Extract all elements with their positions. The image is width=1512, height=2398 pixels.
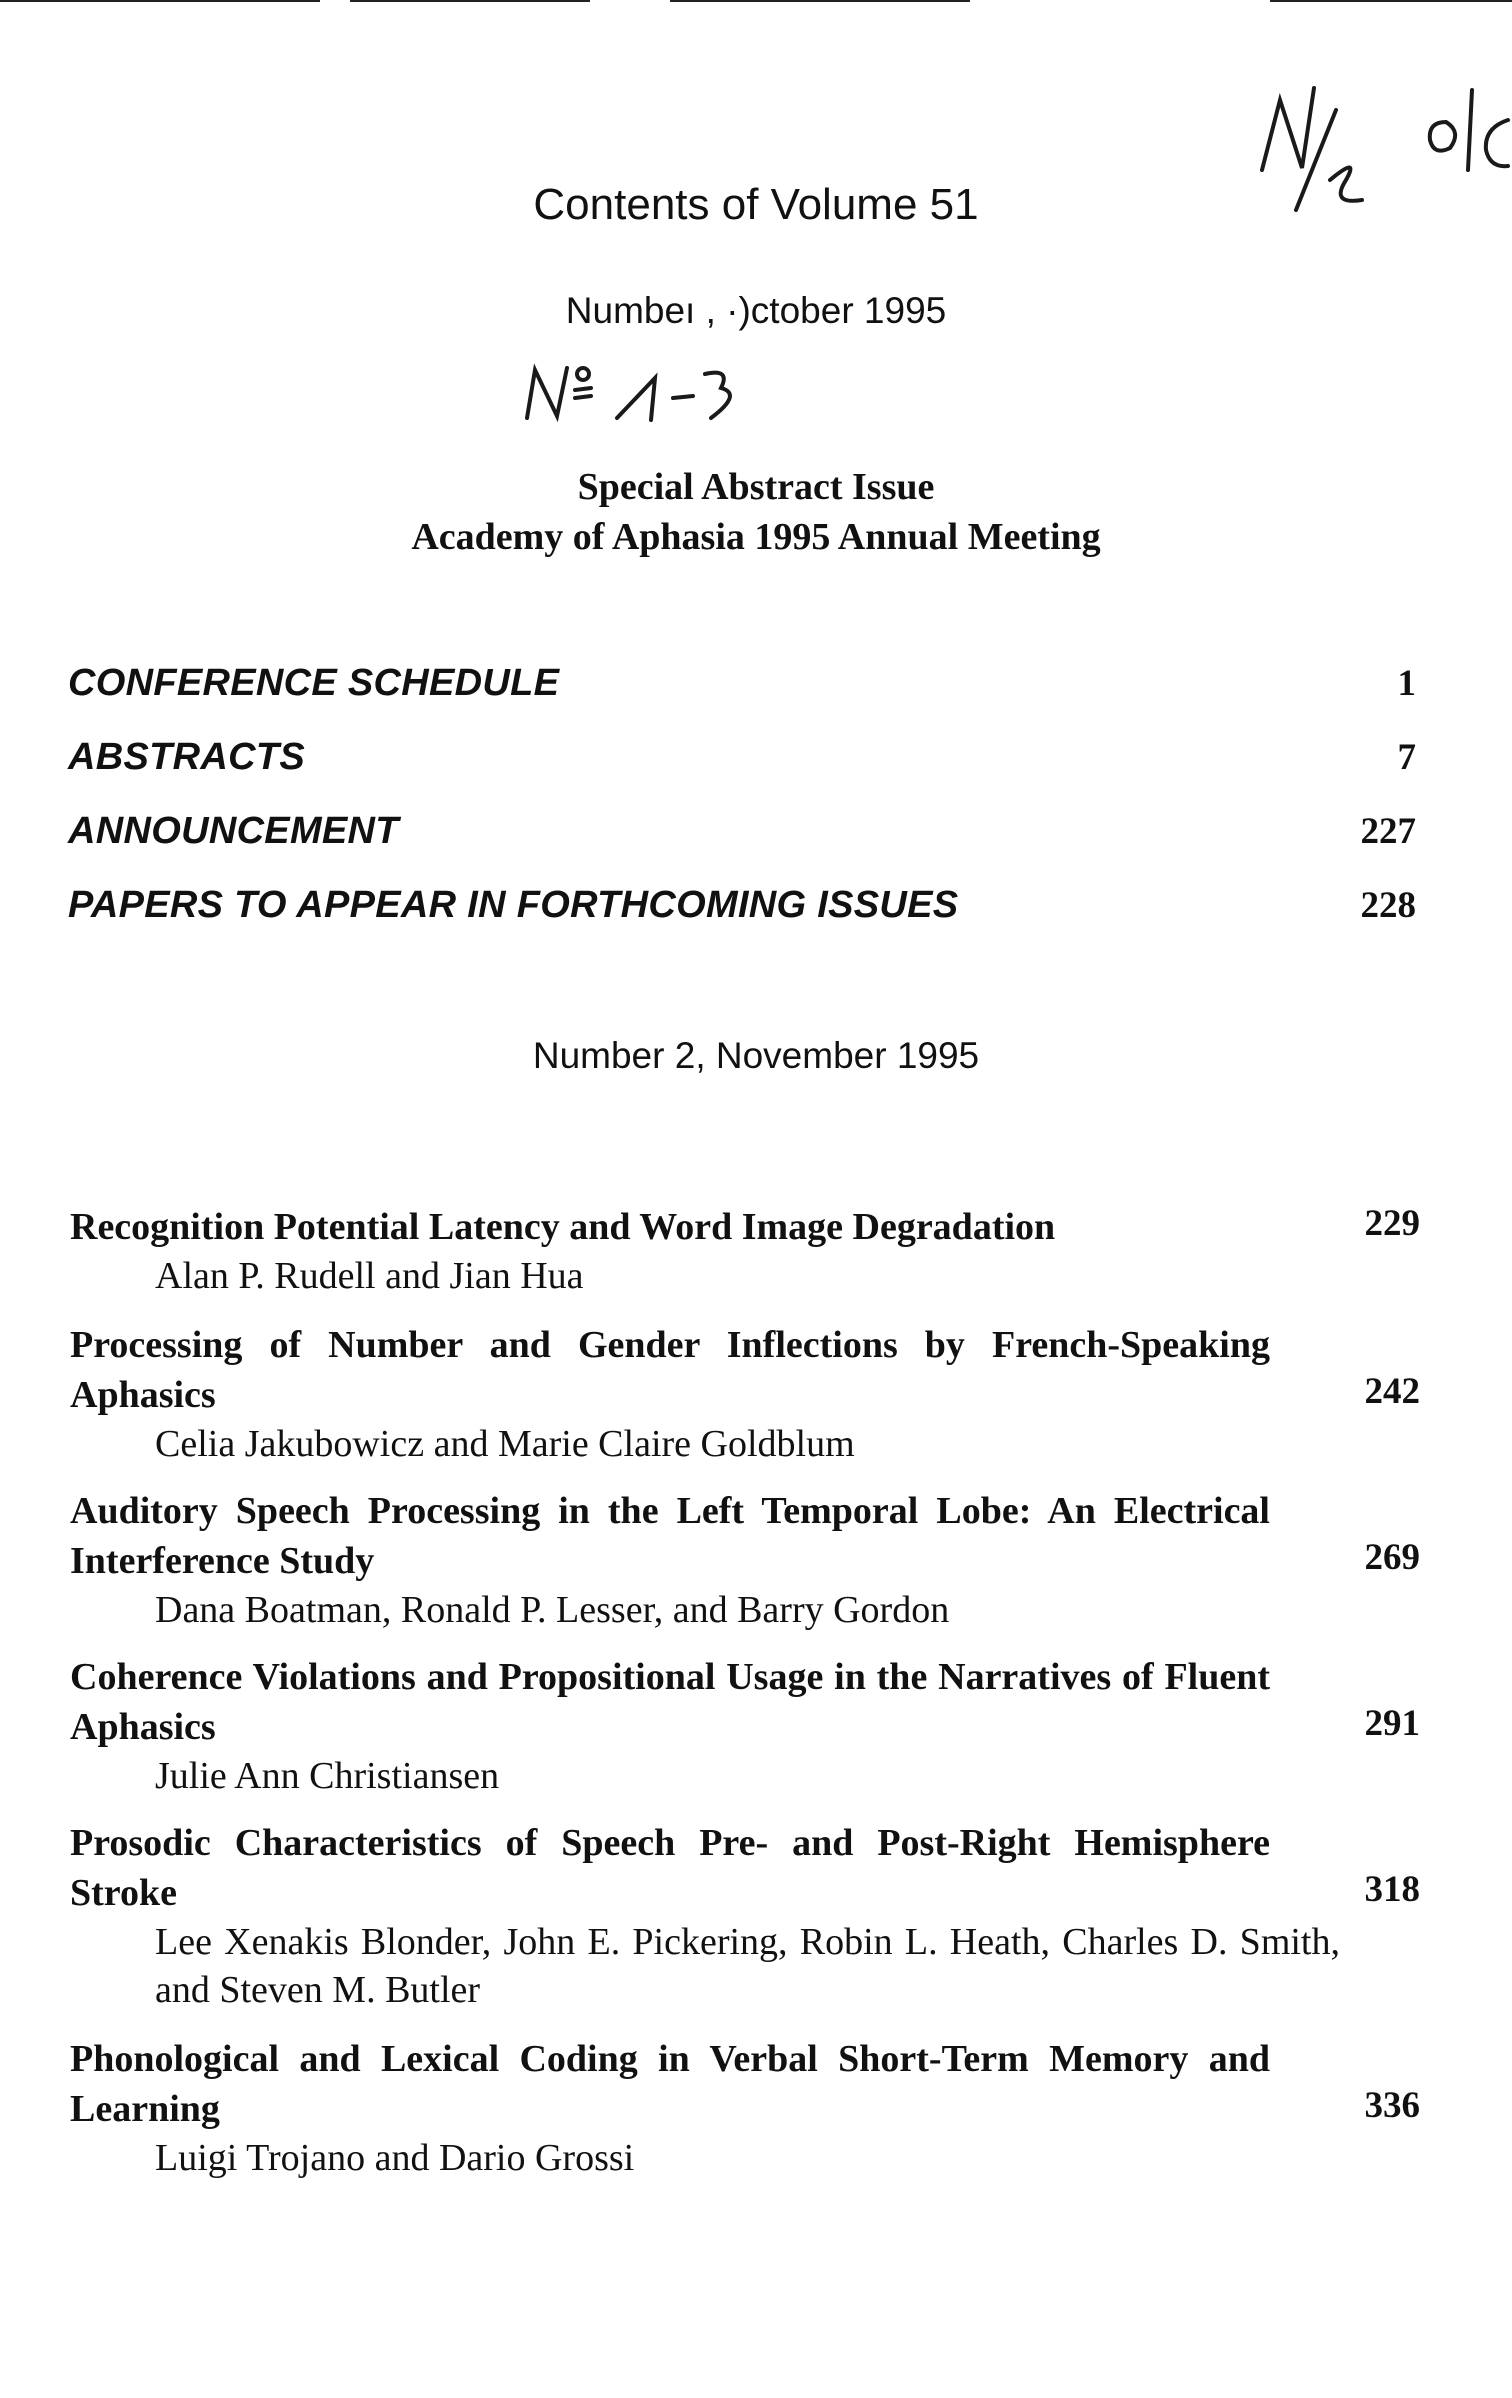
article-page: 242 — [1364, 1371, 1420, 1412]
article-authors: Alan P. Rudell and Jian Hua — [155, 1255, 584, 1297]
issue-2-heading: Number 2, November 1995 — [532, 1035, 980, 1076]
section-title: PAPERS TO APPEAR IN FORTHCOMING ISSUES — [68, 884, 959, 926]
issue-1-heading: Numbeı , ·)ctober 1995 — [565, 290, 947, 331]
article-page: 318 — [1364, 1869, 1420, 1910]
section-row — [68, 810, 1416, 870]
section-row — [68, 736, 1416, 796]
article-page: 291 — [1364, 1703, 1420, 1744]
article-authors: Celia Jakubowicz and Marie Claire Goldblum — [155, 1423, 855, 1465]
section-page: 7 — [1397, 737, 1416, 778]
section-page: 1 — [1397, 663, 1416, 704]
article-authors: Dana Boatman, Ronald P. Lesser, and Barry Gordon — [155, 1589, 950, 1631]
section-page: 227 — [1360, 811, 1416, 852]
section-row — [68, 662, 1416, 722]
article-title: Recognition Potential Latency and Word Image Degradation — [70, 1206, 1056, 1248]
scan-edge-line — [670, 0, 970, 2]
article-page: 229 — [1364, 1203, 1420, 1244]
article-page: 336 — [1364, 2085, 1420, 2126]
article-title: Auditory Speech Processing in the Left Temporal Lobe: An Electrical Interference Study — [70, 1490, 1270, 1582]
section-page: 228 — [1360, 885, 1416, 926]
section-title: ANNOUNCEMENT — [68, 810, 399, 852]
article-title: Phonological and Lexical Coding in Verbal Short-Term Memory and Learning — [70, 2038, 1270, 2130]
article-page: 269 — [1364, 1537, 1420, 1578]
article-title: Processing of Number and Gender Inflections by French-Speaking Aphasics — [70, 1324, 1270, 1416]
article-authors: Luigi Trojano and Dario Grossi — [155, 2137, 635, 2179]
article-authors: Julie Ann Christiansen — [155, 1755, 500, 1797]
handwritten-issue-number — [505, 360, 845, 430]
section-title: CONFERENCE SCHEDULE — [68, 662, 560, 704]
section-row — [68, 884, 1416, 944]
article-title: Prosodic Characteristics of Speech Pre- and Post-Right Hemisphere Stroke — [70, 1822, 1270, 1914]
article-title: Coherence Violations and Propositional Usage in the Narratives of Fluent Aphasics — [70, 1656, 1270, 1748]
meeting-line: Academy of Aphasia 1995 Annual Meeting — [411, 516, 1101, 558]
scan-edge-line — [1270, 0, 1512, 2]
scan-edge-line — [350, 0, 590, 2]
special-issue-line: Special Abstract Issue — [577, 466, 935, 508]
section-title: ABSTRACTS — [68, 736, 306, 778]
page-title: Contents of Volume 51 — [533, 180, 979, 229]
article-authors: Lee Xenakis Blonder, John E. Pickering, Robin L. Heath, Charles D. Smith, and Steven M. Butler — [155, 1921, 1340, 2011]
scan-edge-line — [0, 0, 320, 2]
